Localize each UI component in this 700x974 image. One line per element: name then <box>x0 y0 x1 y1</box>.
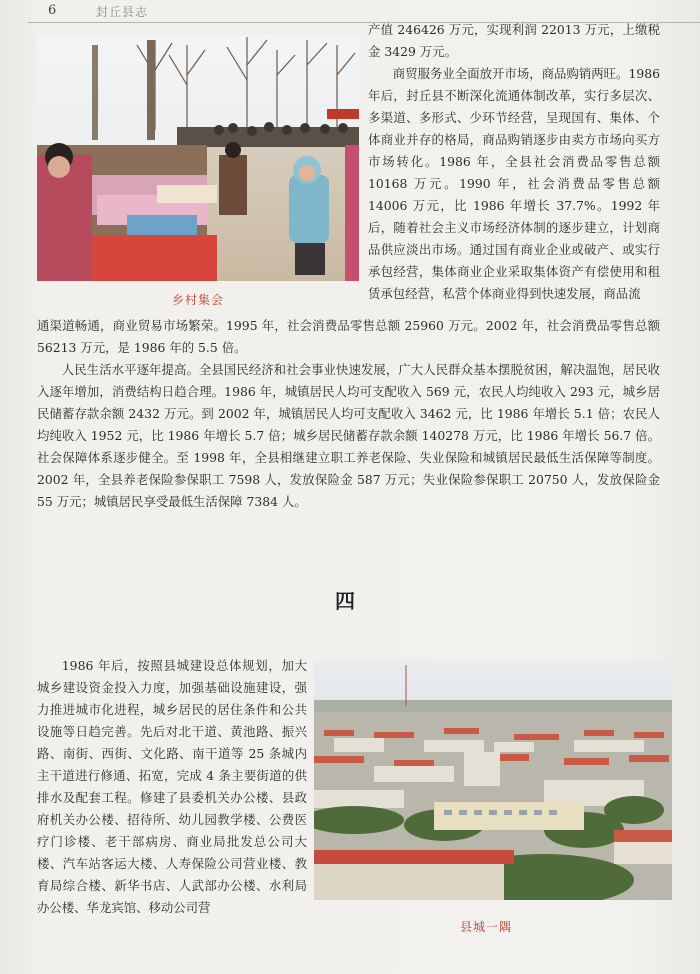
text-column-right <box>368 19 660 305</box>
town-photo-caption: 县城一隅 <box>460 920 513 934</box>
paragraph-output-value: 产值 246426 万元，实现利润 22013 万元，上缴税金 3429 万元。 <box>368 22 660 59</box>
paragraph-commerce: 商贸服务业全面放开市场，商品购销两旺。1986 年后，封丘县不断深化流通体制改革，实行多层次、多渠道、多形式、少环节经营，呈现国有、集体、个体商业并存的格局，商品购销逐步由卖方市场向买方市场转化。1986 年，全县社会消费品零售总额 10168 万元。1990 年，社会消费品零售总额 14006 万元，比 1986 年增长 37.7%。1992 年后，随着社会主义市场经济体制的逐步建立，计划商品供应淡出市场。通过国有商业企业或破产、或实行承包经营，集体商业企业采取集体资产有偿使用和租赁承包经营，私营个体商业得到快速发展，商品流 <box>368 66 660 301</box>
book-title: 封丘县志 <box>96 5 149 19</box>
paragraph-living-standard: 人民生活水平逐年提高。全县国民经济和社会事业快速发展，广大人民群众基本摆脱贫困，解决温饱，居民收入逐年增加，消费结构日趋合理。1986 年，城镇居民人均可支配收入 569 元，农民人均纯收入 293 元，城乡居民储蓄存款余额 2432 万元。到 2002 年，城镇居民人均可支配收入 3462 元，比 1986 年增长 5.1 倍；农民人均纯收入 1952 元，比 1986 年增长 5.7 倍；城乡居民储蓄存款余额 140278 万元，比 1986 年增长 56.7 倍。社会保障体系逐步健全。至 1998 年，全县相继建立职工养老保险、失业保险和城镇居民最低生活保障等制度。2002 年，全县养老保险参保职工 7598 人，发放保险金 587 万元；失业保险参保职工 20750 人，发放保险金 55 万元；城镇居民享受最低生活保障 7384 人。 <box>37 362 660 509</box>
paragraph-urban-construction: 1986 年后，按照县城建设总体规划，加大城乡建设资金投入力度，加强基础设施建设，强力推进城市化进程，城乡居民的居住条件和公共设施等日趋完善。先后对北干道、黄池路、振兴路、南街、西街、文化路、南干道等 25 条城内主干道进行修通、拓宽，完成 4 条主要街道的供排水及配套工程。修建了县委机关办公楼、县政府机关办公楼、招待所、幼儿园教学楼、公费医疗门诊楼、老干部病房、商业局批发总公司大楼、汽车站客运大楼、人寿保险公司营业楼、教育局综合楼、新华书店、人武部办公楼、水利局办公楼、华龙宾馆、移动公司营 <box>37 658 307 915</box>
market-scene-image <box>37 35 359 281</box>
market-photo <box>37 35 359 281</box>
page-number: 6 <box>48 3 57 18</box>
text-full-width <box>37 315 660 513</box>
town-photo <box>314 660 672 900</box>
town-scene-image <box>314 660 672 900</box>
text-column-left <box>37 655 307 919</box>
section-heading: 四 <box>335 589 355 613</box>
paragraph-commerce-continued: 通渠道畅通，商业贸易市场繁荣。1995 年，社会消费品零售总额 25960 万元。2002 年，社会消费品零售总额 56213 万元，是 1986 年的 5.5 倍。 <box>37 318 660 355</box>
market-photo-caption: 乡村集会 <box>172 293 225 307</box>
